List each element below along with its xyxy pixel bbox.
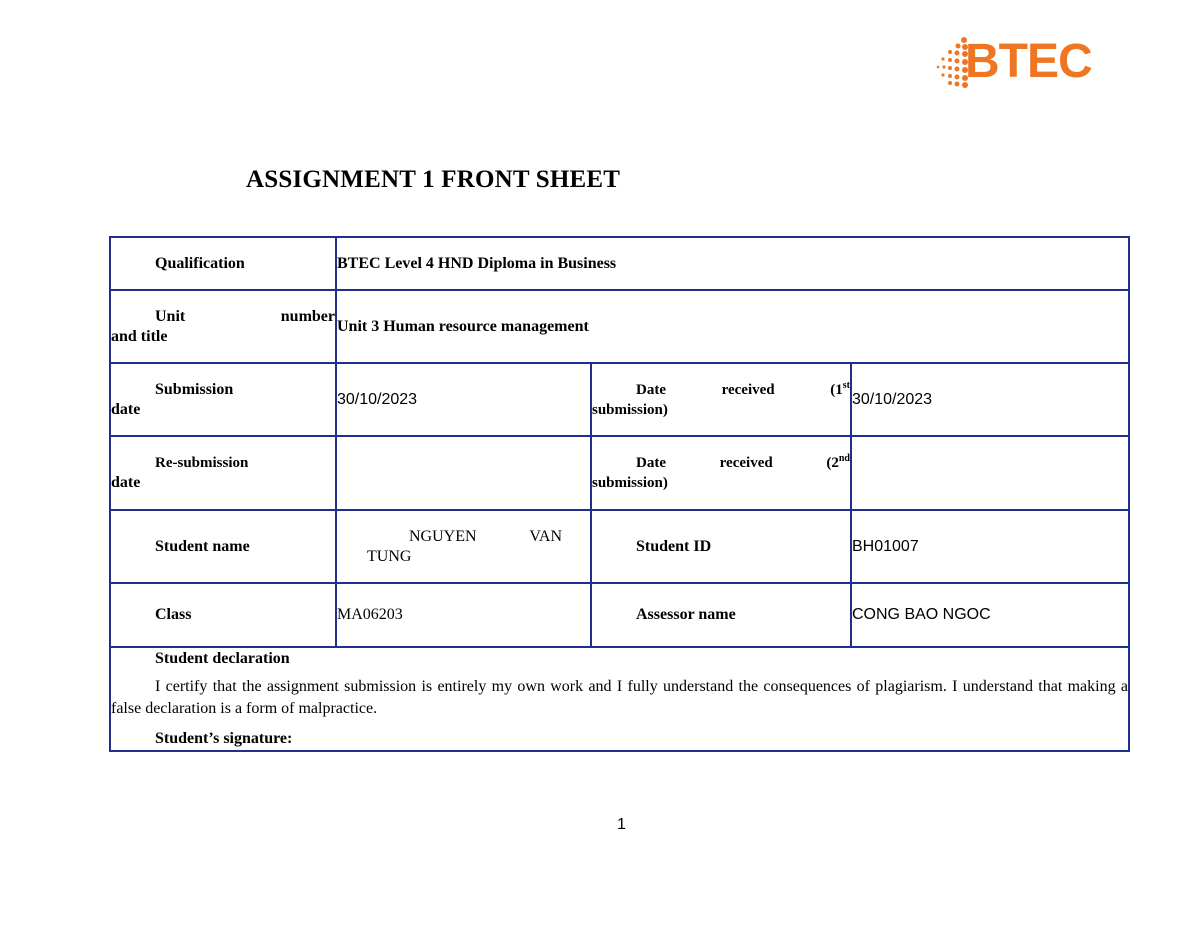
resubmission-date-label: Re-submission date	[110, 436, 336, 510]
unit-value: Unit 3 Human resource management	[336, 290, 1129, 363]
unit-row	[110, 290, 1129, 363]
student-id-label: Student ID	[591, 510, 851, 583]
student-name-label: Student name	[110, 510, 336, 583]
date-received-1st-label: Date received (1st submission)	[591, 363, 851, 436]
page-number: 1	[617, 816, 626, 833]
assessor-name-value: CONG BAO NGOC	[851, 583, 1129, 647]
assessor-name-label: Assessor name	[591, 583, 851, 647]
date-received-2nd-value	[851, 436, 1129, 510]
submission-date-value: 30/10/2023	[336, 363, 591, 436]
class-row	[110, 583, 1129, 647]
declaration-text: I certify that the assignment submission is entirely my own work and I fully understand the consequences of plagiarism. I understand that making a false declaration is a form of malpractice.	[111, 678, 1128, 717]
qualification-value: BTEC Level 4 HND Diploma in Business	[336, 237, 1129, 290]
class-label: Class	[110, 583, 336, 647]
logo-text: BTEC	[965, 35, 1092, 88]
signature-label: Student’s signature:	[155, 730, 293, 747]
student-name-value: NGUYEN VAN TUNG	[336, 510, 591, 583]
qualification-row	[110, 237, 1129, 290]
student-row	[110, 510, 1129, 583]
class-value: MA06203	[336, 583, 591, 647]
submission-date-label: Submission date	[110, 363, 336, 436]
date-received-1st-value: 30/10/2023	[851, 363, 1129, 436]
page-title: ASSIGNMENT 1 FRONT SHEET	[246, 166, 621, 193]
resubmission-row	[110, 436, 1129, 510]
student-declaration	[110, 647, 1129, 751]
unit-label: Unit number and title	[110, 290, 336, 363]
declaration-row	[110, 647, 1129, 751]
student-id-value: BH01007	[851, 510, 1129, 583]
resubmission-date-value	[336, 436, 591, 510]
date-received-2nd-label: Date received (2nd submission)	[591, 436, 851, 510]
declaration-heading: Student declaration	[155, 650, 290, 667]
submission-row	[110, 363, 1129, 436]
front-sheet-table	[109, 236, 1130, 752]
qualification-label: Qualification	[110, 237, 336, 290]
